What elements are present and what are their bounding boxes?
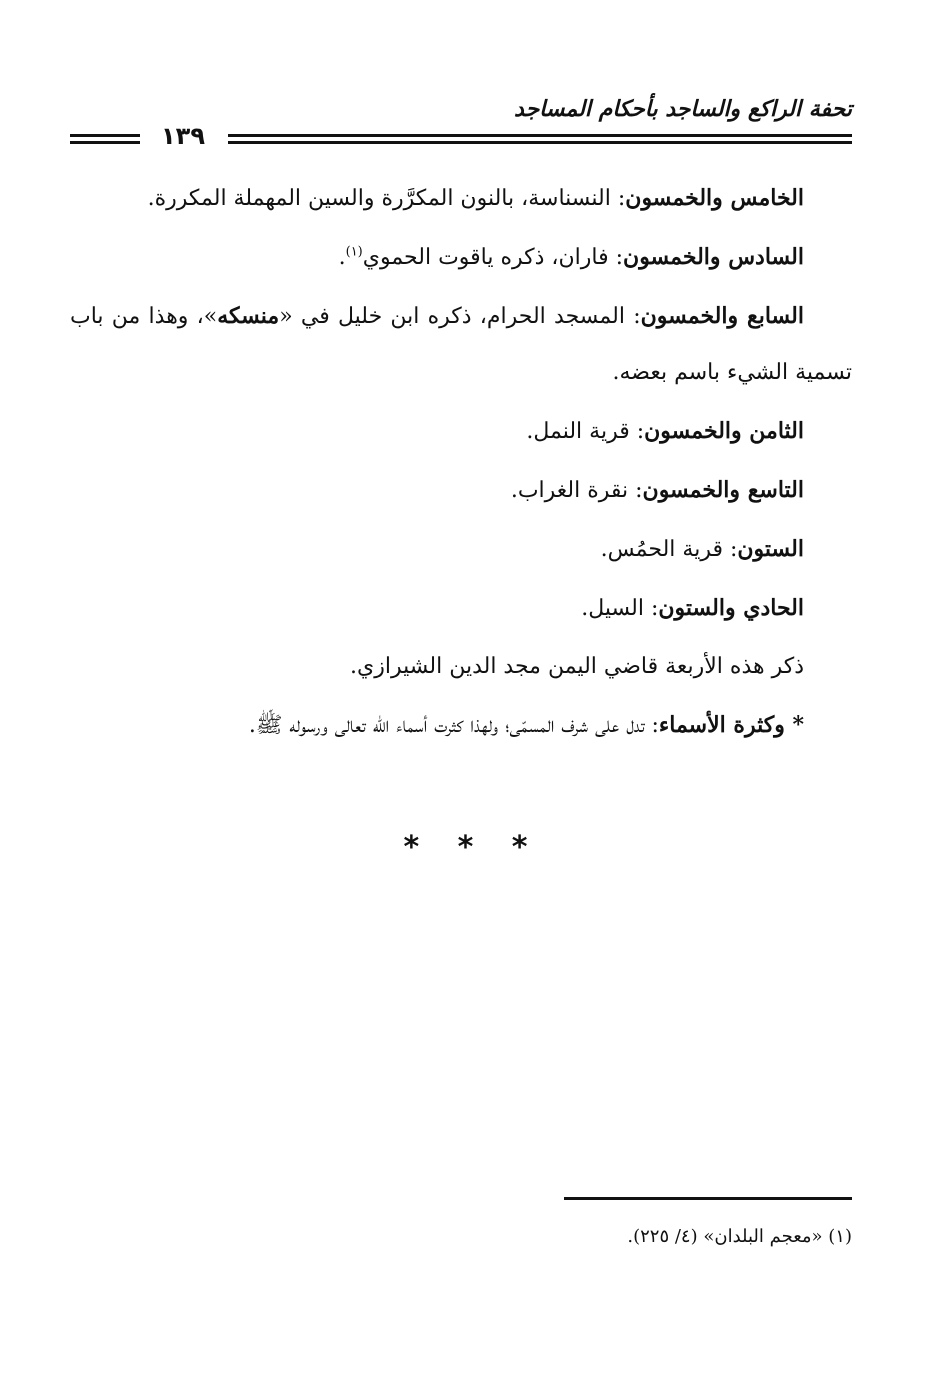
header-rule-left-bottom	[70, 141, 140, 144]
entry-tail: »، وهذا من باب تسمية الشيء باسم بعضه.	[70, 304, 852, 385]
attribution-paragraph	[70, 639, 852, 695]
entry-text: المسجد الحرام، ذكره ابن خليل في «	[279, 304, 625, 329]
entry-term: الثامن والخمسون	[644, 418, 804, 444]
entry-60	[70, 521, 852, 578]
footnote-rule	[564, 1197, 852, 1200]
entry-term: الخامس والخمسون	[625, 185, 804, 211]
entry-text: نقرة الغراب.	[510, 478, 629, 503]
running-header-title: تحفة الراكع والساجد بأحكام المساجد	[514, 96, 852, 122]
entry-sep: :	[629, 419, 645, 444]
entry-term: التاسع والخمسون	[642, 477, 804, 503]
entry-text: فاران، ذكره ياقوت الحموي	[362, 245, 609, 270]
names-note-paragraph	[70, 697, 852, 754]
entry-sep: :	[624, 304, 641, 329]
entry-56	[70, 229, 852, 286]
page-number: ١٣٩	[161, 122, 205, 150]
entry-sep: :	[644, 713, 659, 738]
entry-term: * وكثرة الأسماء	[658, 712, 804, 738]
entry-tail: .	[338, 245, 346, 270]
header-rule-right-bottom	[228, 141, 852, 144]
entry-term: السابع والخمسون	[640, 303, 804, 329]
entry-term: الحادي والستون	[658, 595, 804, 621]
entry-58	[70, 403, 852, 460]
entry-59	[70, 462, 852, 519]
entry-55	[70, 170, 852, 227]
entry-sep: :	[722, 537, 738, 562]
entry-text: النسناسة، بالنون المكرَّرة والسين المهملة المكررة.	[147, 186, 611, 211]
footnote-ref: (١)	[345, 244, 363, 260]
entry-sep: :	[643, 596, 659, 621]
entry-61	[70, 580, 852, 637]
header-rule-right-top	[228, 134, 852, 137]
header-rule-left-top	[70, 134, 140, 137]
entry-text: تدل على شرف المسمّى؛ ولهذا كثرت أسماء اللّٰه تعالى ورسوله ﷺ.	[248, 713, 645, 738]
entry-term: الستون	[737, 536, 804, 562]
entry-sep: :	[608, 245, 624, 270]
body-text	[70, 170, 852, 754]
entry-text: السيل.	[581, 596, 644, 621]
entry-57	[70, 288, 852, 401]
section-separator-stars: * * *	[403, 830, 542, 865]
footnote-1: (١) «معجم البلدان» (٤/ ٢٢٥).	[627, 1226, 852, 1247]
entry-sep: :	[628, 478, 643, 503]
entry-text: ذكر هذه الأربعة قاضي اليمن مجد الدين الشيرازي.	[350, 654, 804, 679]
entry-text: قرية الحمُس.	[600, 537, 723, 562]
entry-text: قرية النمل.	[526, 419, 630, 444]
book-title-inline: منسكه	[217, 303, 280, 329]
entry-term: السادس والخمسون	[623, 244, 804, 270]
entry-sep: :	[610, 186, 626, 211]
